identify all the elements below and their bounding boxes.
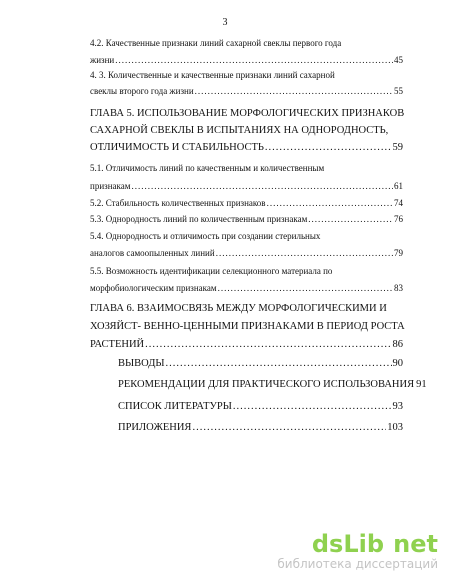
toc-entry-4-2-line2: жизни bbox=[90, 55, 115, 65]
toc-chapter-5-line1: ГЛАВА 5. ИСПОЛЬЗОВАНИЕ МОРФОЛОГИЧЕСКИХ ПРИЗНАКОВ bbox=[90, 108, 405, 119]
toc-entry-5-3-page: 76 bbox=[394, 214, 403, 224]
toc-appendices-leader bbox=[118, 421, 403, 434]
toc-entry-5-5-leader bbox=[90, 283, 403, 294]
toc-entry-5-1-page: 61 bbox=[394, 181, 403, 191]
toc-conclusions-page: 90 bbox=[392, 358, 403, 369]
toc-recommendations-title: РЕКОМЕНДАЦИИ ДЛЯ ПРАКТИЧЕСКОГО ИСПОЛЬЗОВАНИЯ bbox=[118, 379, 415, 390]
toc-conclusions-leader bbox=[118, 357, 403, 370]
toc-entry-5-4-page: 79 bbox=[394, 248, 403, 258]
toc-references-leader bbox=[118, 400, 403, 413]
toc-entry-4-2-page: 45 bbox=[394, 55, 403, 65]
toc-entry-5-2-line1: 5.2. Стабильность количественных признаков bbox=[90, 198, 266, 208]
toc-entry-5-2-page: 74 bbox=[394, 198, 403, 208]
toc-entry-5-5-line2: морфобиологическим признакам bbox=[90, 283, 217, 293]
toc-entry-5-1-line2: признакам bbox=[90, 181, 131, 191]
toc-recommendations-leader bbox=[118, 378, 427, 391]
dslib-watermark bbox=[277, 531, 438, 571]
toc-chapter-5-leader bbox=[90, 141, 403, 154]
dslib-subtitle: библиотека диссертаций bbox=[277, 557, 438, 571]
toc-chapter-6-line3: РАСТЕНИЙ bbox=[90, 339, 145, 350]
toc-entry-5-5-page: 83 bbox=[394, 283, 403, 293]
toc-chapter-6-page: 86 bbox=[392, 339, 403, 350]
toc-entry-4-3-page: 55 bbox=[394, 86, 403, 96]
toc-entry-5-3-line1: 5.3. Однородность линий по количественным признакам bbox=[90, 214, 308, 224]
toc-chapter-6-leader bbox=[90, 338, 403, 351]
toc-entry-4-3-line2: свеклы второго года жизни bbox=[90, 86, 194, 96]
toc-entry-4-2-line1: 4.2. Качественные признаки линий сахарной свеклы первого года bbox=[90, 38, 342, 48]
toc-appendices-page: 103 bbox=[387, 422, 403, 433]
toc-entry-5-1-line1: 5.1. Отличимость линий по качественным и количественным bbox=[90, 163, 325, 173]
toc-entry-4-3-line1: 4. 3. Количественные и качественные признаки линий сахарной bbox=[90, 70, 335, 80]
toc-chapter-5-line2: САХАРНОЙ СВЕКЛЫ В ИСПЫТАНИЯХ НА ОДНОРОДНОСТЬ, bbox=[90, 125, 389, 136]
toc-recommendations-page: 91 bbox=[416, 379, 427, 390]
toc-entry-5-2-leader bbox=[90, 198, 403, 209]
toc-chapter-5-page: 59 bbox=[392, 142, 403, 153]
toc-entry-5-4-line2: аналогов самоопыленных линий bbox=[90, 248, 215, 258]
toc-chapter-5-line3: ОТЛИЧИМОСТЬ И СТАБИЛЬНОСТЬ bbox=[90, 142, 264, 153]
dslib-logo: dsLib.net bbox=[311, 530, 438, 558]
toc-entry-5-4-line1: 5.4. Однородность и отличимость при создании стерильных bbox=[90, 231, 321, 241]
toc-chapter-6-line1: ГЛАВА 6. ВЗАИМОСВЯЗЬ МЕЖДУ МОРФОЛОГИЧЕСКИМИ И bbox=[90, 303, 387, 314]
toc-references-page: 93 bbox=[392, 401, 403, 412]
toc-entry-5-4-leader bbox=[90, 248, 403, 259]
toc-conclusions-title: ВЫВОДЫ bbox=[118, 358, 165, 369]
toc-chapter-6-line2: ХОЗЯЙСТ- ВЕННО-ЦЕННЫМИ ПРИЗНАКАМИ В ПЕРИОД РОСТА bbox=[90, 321, 405, 332]
toc-entry-5-5-line1: 5.5. Возможность идентификации селекционного материала по bbox=[90, 266, 333, 276]
toc-entry-4-3-leader bbox=[90, 86, 403, 97]
toc-entry-5-3-leader bbox=[90, 214, 403, 225]
toc-appendices-title: ПРИЛОЖЕНИЯ bbox=[118, 422, 192, 433]
toc-entry-4-2-leader bbox=[90, 55, 403, 66]
toc-entry-5-1-leader bbox=[90, 181, 403, 192]
page-number: 3 bbox=[222, 17, 228, 28]
toc-references-title: СПИСОК ЛИТЕРАТУРЫ bbox=[118, 401, 232, 412]
